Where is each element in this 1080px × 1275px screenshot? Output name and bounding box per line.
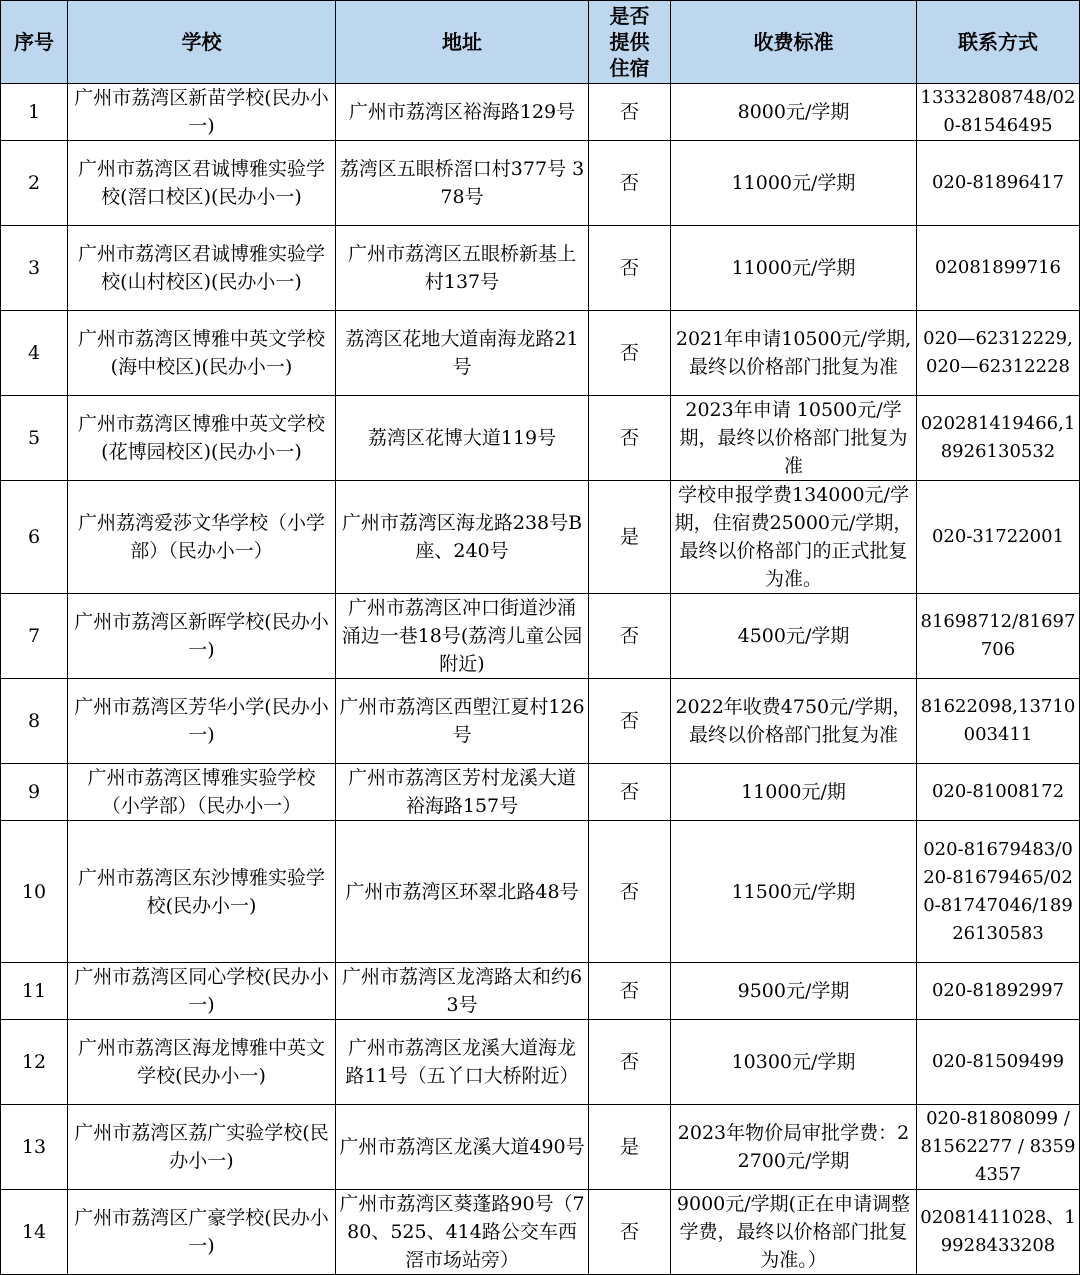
school-name: 广州市荔湾区海龙博雅中英文学校(民办小一) <box>68 1020 336 1105</box>
school-name: 广州市荔湾区同心学校(民办小一) <box>68 963 336 1020</box>
boarding-flag: 否 <box>589 679 671 764</box>
school-address: 广州市荔湾区五眼桥新基上村137号 <box>336 226 589 311</box>
school-address: 荔湾区花博大道119号 <box>336 396 589 481</box>
row-index: 10 <box>1 821 68 963</box>
fee-standard: 11000元/学期 <box>671 226 917 311</box>
contact-info: 13332808748/020-81546495 <box>917 84 1080 141</box>
school-address: 广州市荔湾区西塱江夏村126号 <box>336 679 589 764</box>
row-index: 13 <box>1 1105 68 1190</box>
school-name: 广州市荔湾区博雅中英文学校(海中校区)(民办小一) <box>68 311 336 396</box>
contact-info: 020-81896417 <box>917 141 1080 226</box>
fee-standard: 2022年收费4750元/学期，最终以价格部门批复为准 <box>671 679 917 764</box>
fee-standard: 学校申报学费134000元/学期，住宿费25000元/学期，最终以价格部门的正式批复为准。 <box>671 481 917 594</box>
fee-standard: 2023年物价局审批学费：22700元/学期 <box>671 1105 917 1190</box>
contact-info: 02081411028、19928433208 <box>917 1190 1080 1275</box>
header-row <box>1 1 1080 84</box>
boarding-flag: 否 <box>589 141 671 226</box>
school-name: 广州市荔湾区新苗学校(民办小一) <box>68 84 336 141</box>
contact-info: 020—62312229,020—62312228 <box>917 311 1080 396</box>
school-address: 广州市荔湾区葵蓬路90号（780、525、414路公交车西滘市场站旁） <box>336 1190 589 1275</box>
table-row <box>1 1190 1080 1275</box>
contact-info: 020-81892997 <box>917 963 1080 1020</box>
header-school: 学校 <box>68 1 336 84</box>
contact-info: 020-81008172 <box>917 764 1080 821</box>
contact-info: 81622098,13710003411 <box>917 679 1080 764</box>
table-row <box>1 764 1080 821</box>
table-row <box>1 311 1080 396</box>
table-row <box>1 1105 1080 1190</box>
school-name: 广州市荔湾区芳华小学(民办小一) <box>68 679 336 764</box>
row-index: 4 <box>1 311 68 396</box>
fee-standard: 11000元/学期 <box>671 141 917 226</box>
row-index: 5 <box>1 396 68 481</box>
row-index: 14 <box>1 1190 68 1275</box>
table-row <box>1 594 1080 679</box>
school-address: 广州市荔湾区海龙路238号B座、240号 <box>336 481 589 594</box>
school-address: 荔湾区五眼桥滘口村377号 378号 <box>336 141 589 226</box>
contact-info: 81698712/81697706 <box>917 594 1080 679</box>
table-row <box>1 226 1080 311</box>
boarding-flag: 否 <box>589 84 671 141</box>
boarding-flag: 否 <box>589 963 671 1020</box>
row-index: 8 <box>1 679 68 764</box>
table-row <box>1 396 1080 481</box>
boarding-flag: 否 <box>589 764 671 821</box>
school-address: 广州市荔湾区芳村龙溪大道裕海路157号 <box>336 764 589 821</box>
fee-standard: 2023年申请 10500元/学期，最终以价格部门批复为准 <box>671 396 917 481</box>
table-row <box>1 141 1080 226</box>
school-address: 广州市荔湾区裕海路129号 <box>336 84 589 141</box>
row-index: 11 <box>1 963 68 1020</box>
table-row <box>1 481 1080 594</box>
fee-standard: 9000元/学期(正在申请调整学费，最终以价格部门批复为准。） <box>671 1190 917 1275</box>
boarding-flag: 是 <box>589 481 671 594</box>
school-address: 广州市荔湾区龙溪大道490号 <box>336 1105 589 1190</box>
contact-info: 020281419466,18926130532 <box>917 396 1080 481</box>
school-name: 广州市荔湾区博雅中英文学校(花博园校区)(民办小一) <box>68 396 336 481</box>
contact-info: 020-81808099 / 81562277 / 83594357 <box>917 1105 1080 1190</box>
boarding-flag: 否 <box>589 396 671 481</box>
row-index: 2 <box>1 141 68 226</box>
boarding-flag: 是 <box>589 1105 671 1190</box>
row-index: 1 <box>1 84 68 141</box>
row-index: 7 <box>1 594 68 679</box>
boarding-flag: 否 <box>589 821 671 963</box>
school-name: 广州市荔湾区新晖学校(民办小一) <box>68 594 336 679</box>
contact-info: 020-81679483/020-81679465/020-81747046/18926130583 <box>917 821 1080 963</box>
school-name: 广州市荔湾区荔广实验学校(民办小一) <box>68 1105 336 1190</box>
contact-info: 020-81509499 <box>917 1020 1080 1105</box>
row-index: 3 <box>1 226 68 311</box>
fee-standard: 11000元/期 <box>671 764 917 821</box>
fee-standard: 8000元/学期 <box>671 84 917 141</box>
boarding-flag: 否 <box>589 226 671 311</box>
fee-standard: 4500元/学期 <box>671 594 917 679</box>
header-fee: 收费标准 <box>671 1 917 84</box>
contact-info: 02081899716 <box>917 226 1080 311</box>
boarding-flag: 否 <box>589 1020 671 1105</box>
header-index: 序号 <box>1 1 68 84</box>
fee-standard: 2021年申请10500元/学期,最终以价格部门批复为准 <box>671 311 917 396</box>
school-address: 广州市荔湾区冲口街道沙涌涌边一巷18号(荔湾儿童公园附近) <box>336 594 589 679</box>
header-contact: 联系方式 <box>917 1 1080 84</box>
school-name: 广州市荔湾区君诚博雅实验学校(山村校区)(民办小一) <box>68 226 336 311</box>
school-name: 广州市荔湾区博雅实验学校（小学部）（民办小一） <box>68 764 336 821</box>
fee-standard: 11500元/学期 <box>671 821 917 963</box>
boarding-flag: 否 <box>589 1190 671 1275</box>
header-boarding: 是否提供住宿 <box>589 1 671 84</box>
table-row <box>1 1020 1080 1105</box>
school-address: 广州市荔湾区龙溪大道海龙路11号（五丫口大桥附近） <box>336 1020 589 1105</box>
header-address: 地址 <box>336 1 589 84</box>
table-row <box>1 821 1080 963</box>
fee-standard: 10300元/学期 <box>671 1020 917 1105</box>
boarding-flag: 否 <box>589 311 671 396</box>
school-address: 荔湾区花地大道南海龙路21号 <box>336 311 589 396</box>
fee-standard: 9500元/学期 <box>671 963 917 1020</box>
contact-info: 020-31722001 <box>917 481 1080 594</box>
table-row <box>1 679 1080 764</box>
row-index: 12 <box>1 1020 68 1105</box>
row-index: 6 <box>1 481 68 594</box>
table-row <box>1 84 1080 141</box>
boarding-flag: 否 <box>589 594 671 679</box>
school-address: 广州市荔湾区环翠北路48号 <box>336 821 589 963</box>
school-name: 广州市荔湾区东沙博雅实验学校(民办小一) <box>68 821 336 963</box>
school-name: 广州市荔湾区君诚博雅实验学校(滘口校区)(民办小一) <box>68 141 336 226</box>
school-address: 广州市荔湾区龙湾路太和约63号 <box>336 963 589 1020</box>
school-name: 广州荔湾爱莎文华学校（小学部）（民办小一） <box>68 481 336 594</box>
school-name: 广州市荔湾区广豪学校(民办小一) <box>68 1190 336 1275</box>
table-row <box>1 963 1080 1020</box>
row-index: 9 <box>1 764 68 821</box>
